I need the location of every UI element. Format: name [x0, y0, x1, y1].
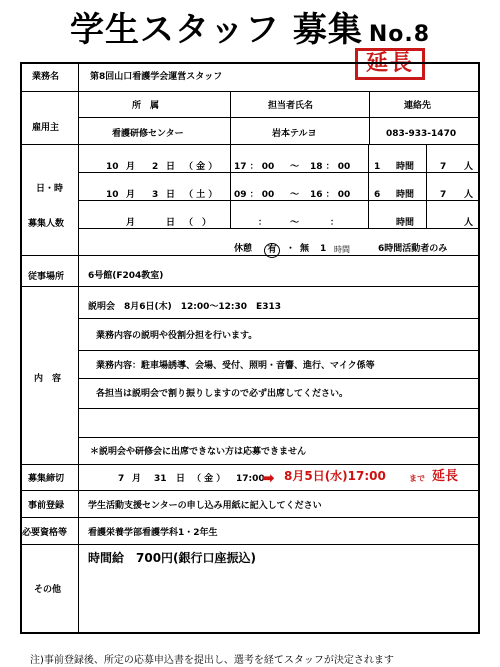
content-label: 内 容 — [34, 374, 62, 384]
break-yes-circled — [264, 243, 280, 258]
deadline-month: 7 — [118, 474, 125, 484]
schedule-2-m: 月 — [126, 190, 136, 200]
extended-stamp: 延長 — [355, 48, 425, 80]
schedule-3-end: ： — [330, 218, 340, 228]
content-line-1: 説明会 8月6日(木) 12:00～12:30 E313 — [88, 302, 281, 312]
arrow-icon: ➡ — [262, 469, 275, 487]
schedule-1-d: 日 — [166, 162, 176, 172]
schedule-2-count-label: 人 — [464, 190, 474, 200]
content-line-2: 業務内容の説明や役割分担を行います。 — [96, 331, 258, 341]
schedule-2-month: 10 — [106, 190, 119, 200]
issue-number: No.8 — [368, 22, 431, 47]
schedule-3-tilde: ～ — [290, 218, 300, 228]
employer-dept: 看護研修センター — [112, 129, 184, 139]
preregister-label: 事前登録 — [28, 501, 65, 511]
deadline-extended: 8月5日(水)17:00 — [284, 469, 386, 483]
qualification-label: 必要資格等 — [22, 528, 68, 538]
datetime-label: 日・時 — [36, 184, 64, 194]
schedule-3-count-label: 人 — [464, 218, 474, 228]
recruitment-form — [20, 62, 480, 634]
schedule-2-count: 7 — [440, 190, 447, 200]
content-line-6: ＊説明会や研修会に出席できない方は応募できません — [90, 447, 307, 457]
employer-header-person: 担当者氏名 — [268, 101, 314, 111]
employer-label: 雇用主 — [32, 123, 60, 133]
schedule-1-day: 2 — [152, 162, 159, 172]
employer-header-dept: 所 属 — [132, 101, 160, 111]
schedule-2-hours-label: 時間 — [396, 190, 415, 200]
schedule-1-count-label: 人 — [464, 162, 474, 172]
deadline-d: 日 — [176, 474, 186, 484]
schedule-2-start: 09 ： 00 — [234, 190, 275, 200]
schedule-1-end: 18 ： 00 — [310, 162, 351, 172]
schedule-3-m: 月 — [126, 218, 136, 228]
schedule-3-dow: （ ） — [184, 218, 212, 228]
schedule-3-d: 日 — [166, 218, 176, 228]
schedule-2-hours: 6 — [374, 190, 381, 200]
break-note: 6時間活動者のみ — [378, 244, 448, 254]
other-value: 時間給 700円(銀行口座振込) — [88, 551, 257, 565]
schedule-3-hours-label: 時間 — [396, 218, 415, 228]
schedule-2-day: 3 — [152, 190, 159, 200]
footnote: 注)事前登録後、所定の応募申込書を提出し、選考を経てスタッフが決定されます — [30, 655, 394, 666]
schedule-1-month: 10 — [106, 162, 119, 172]
schedule-2-tilde: ～ — [290, 190, 300, 200]
job-label: 業務名 — [32, 72, 60, 82]
deadline-dow: （ 金 ） — [192, 474, 226, 484]
deadline-day: 31 — [154, 474, 167, 484]
content-line-3: 業務内容：駐車場誘導、会場、受付、照明・音響、進行、マイク係等 — [96, 361, 375, 371]
preregister-value: 学生活動支援センターの申し込み用紙に記入してください — [88, 501, 322, 511]
schedule-1-dow: （ 金 ） — [184, 162, 218, 172]
break-yes: 有 — [264, 243, 280, 258]
schedule-1-count: 7 — [440, 162, 447, 172]
break-unit: 時間 — [334, 245, 350, 254]
schedule-2-dow: （ 土 ） — [184, 190, 218, 200]
break-hours: 1 — [320, 244, 327, 254]
schedule-1-m: 月 — [126, 162, 136, 172]
deadline-extended-label: 延長 — [432, 469, 459, 484]
break-no: 無 — [300, 244, 310, 254]
schedule-2-end: 16 ： 00 — [310, 190, 351, 200]
headcount-label: 募集人数 — [28, 219, 65, 229]
schedule-1-hours-label: 時間 — [396, 162, 415, 172]
job-value: 第8回山口看護学会運営スタッフ — [90, 72, 223, 82]
employer-header-contact: 連絡先 — [404, 101, 432, 111]
deadline-time: 17:00 — [236, 474, 265, 484]
deadline-label: 募集締切 — [28, 474, 65, 484]
employer-person: 岩本テルヨ — [272, 129, 317, 139]
other-label: その他 — [34, 585, 62, 595]
qualification-value: 看護栄養学部看護学科1・2年生 — [88, 528, 218, 538]
place-value: 6号館(F204教室) — [88, 271, 164, 281]
deadline-m: 月 — [132, 474, 142, 484]
break-label: 休憩 — [234, 244, 253, 254]
schedule-1-tilde: ～ — [290, 162, 300, 172]
schedule-3-start: ： — [258, 218, 268, 228]
schedule-1-start: 17 ： 00 — [234, 162, 275, 172]
schedule-2-d: 日 — [166, 190, 176, 200]
place-label: 従事場所 — [28, 272, 65, 282]
page-title: 学生スタッフ 募集 No.8 — [70, 10, 431, 50]
content-line-4: 各担当は説明会で割り振りしますので必ず出席してください。 — [96, 389, 349, 399]
schedule-1-hours: 1 — [374, 162, 381, 172]
deadline-made: まで — [409, 474, 425, 483]
employer-phone: 083-933-1470 — [386, 129, 457, 139]
break-dot: ・ — [286, 244, 296, 254]
